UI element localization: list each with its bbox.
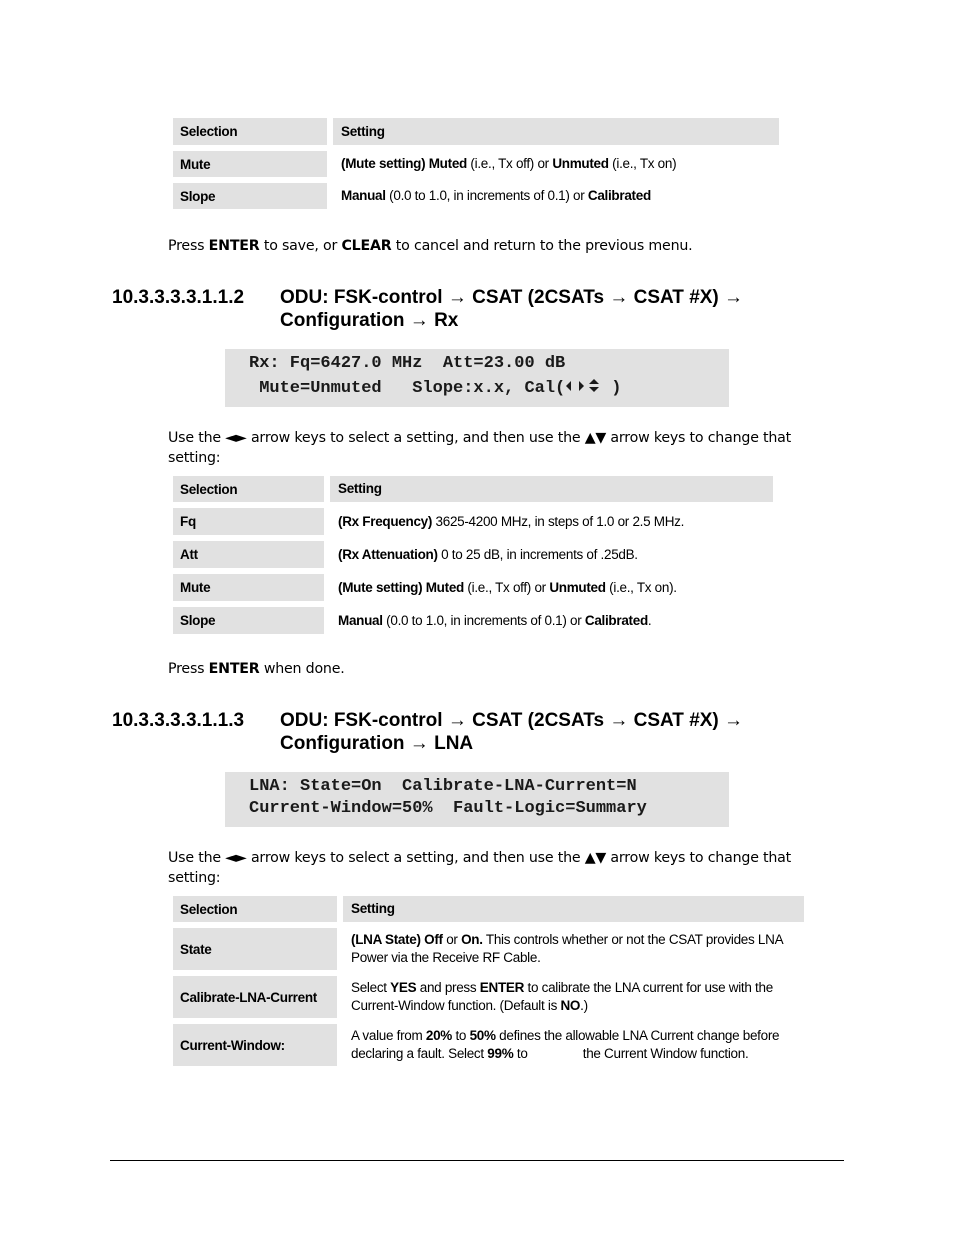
header-selection: Selection	[173, 476, 324, 502]
header-setting: Setting	[343, 896, 804, 922]
section-title-line: ODU: FSK-control → CSAT (2CSATs → CSAT #X) →	[280, 287, 744, 308]
table-row	[173, 607, 773, 634]
setting-cell: (Rx Attenuation) 0 to 25 dB, in increments of .25dB.	[330, 541, 773, 568]
selection-cell: Slope	[173, 607, 324, 634]
selection-cell: Slope	[173, 183, 327, 209]
setting-cell: Manual (0.0 to 1.0, in increments of 0.1) or Calibrated.	[330, 607, 773, 634]
table-header-row	[173, 896, 804, 922]
header-selection: Selection	[173, 118, 327, 145]
section-number: 10.3.3.3.3.1.1.2	[112, 287, 245, 308]
header-setting: Setting	[330, 476, 773, 502]
selection-cell: Current-Window:	[173, 1024, 337, 1066]
lcd-line	[249, 378, 621, 398]
table-header-row	[173, 118, 779, 145]
left-right-updown-arrows-icon	[565, 378, 611, 394]
section-heading	[112, 286, 812, 332]
table-row	[173, 183, 779, 209]
selection-cell: Att	[173, 541, 324, 568]
section-title-line: ODU: FSK-control → CSAT (2CSATs → CSAT #X) →	[280, 710, 744, 731]
instruction-paragraph: Use the ◄► arrow keys to select a setting, and then use the ▲▼ arrow keys to change that setting:	[168, 850, 792, 886]
selection-cell: State	[173, 928, 337, 970]
section-number: 10.3.3.3.3.1.1.3	[112, 710, 245, 731]
instruction-paragraph: Press ENTER to save, or CLEAR to cancel and return to the previous menu.	[168, 238, 693, 254]
lna-settings-table	[167, 890, 810, 1072]
section-title-line: Configuration → LNA	[280, 733, 474, 754]
selection-cell: Calibrate-LNA-Current	[173, 976, 337, 1018]
setting-cell: A value from 20% to 50% defines the allowable LNA Current change before declaring a fault. Select 99% to the Current Window function.	[343, 1024, 804, 1066]
footer-rule	[110, 1160, 844, 1161]
lcd-line: Current-Window=50% Fault-Logic=Summary	[249, 799, 647, 818]
table-row	[173, 1024, 804, 1066]
table-header-row	[173, 476, 773, 502]
lcd-display	[225, 772, 729, 827]
selection-cell: Fq	[173, 508, 324, 535]
lcd-line: LNA: State=On Calibrate-LNA-Current=N	[249, 777, 637, 796]
lcd-line-end: )	[611, 379, 622, 398]
mute-slope-table	[167, 112, 785, 215]
setting-cell: (Mute setting) Muted (i.e., Tx off) or Unmuted (i.e., Tx on)	[333, 151, 779, 177]
table-row	[173, 508, 773, 535]
lcd-line: Rx: Fq=6427.0 MHz Att=23.00 dB	[249, 354, 566, 373]
setting-cell: (Rx Frequency) 3625-4200 MHz, in steps of 1.0 or 2.5 MHz.	[330, 508, 773, 535]
instruction-paragraph: Press ENTER when done.	[168, 661, 345, 677]
setting-cell: Manual (0.0 to 1.0, in increments of 0.1) or Calibrated	[333, 183, 779, 209]
lcd-display	[225, 349, 729, 407]
table-row	[173, 574, 773, 601]
selection-cell: Mute	[173, 574, 324, 601]
section-title-line: Configuration → Rx	[280, 310, 459, 331]
section-title	[280, 709, 800, 755]
section-title	[280, 286, 800, 332]
table-row	[173, 151, 779, 177]
lcd-line-text: Mute=Unmuted Slope:x.x, Cal(	[249, 379, 566, 398]
table-row	[173, 928, 804, 970]
setting-cell: Select YES and press ENTER to calibrate the LNA current for use with the Current-Window function. (Default is NO.)	[343, 976, 804, 1018]
table-row	[173, 541, 773, 568]
rx-settings-table	[167, 470, 779, 640]
header-setting: Setting	[333, 118, 779, 145]
setting-cell: (LNA State) Off or On. This controls whether or not the CSAT provides LNA Power via the Receive RF Cable.	[343, 928, 804, 970]
header-selection: Selection	[173, 896, 337, 922]
section-heading	[112, 709, 812, 755]
setting-cell: (Mute setting) Muted (i.e., Tx off) or Unmuted (i.e., Tx on).	[330, 574, 773, 601]
table-row	[173, 976, 804, 1018]
selection-cell: Mute	[173, 151, 327, 177]
instruction-paragraph: Use the ◄► arrow keys to select a setting, and then use the ▲▼ arrow keys to change that setting:	[168, 430, 792, 466]
